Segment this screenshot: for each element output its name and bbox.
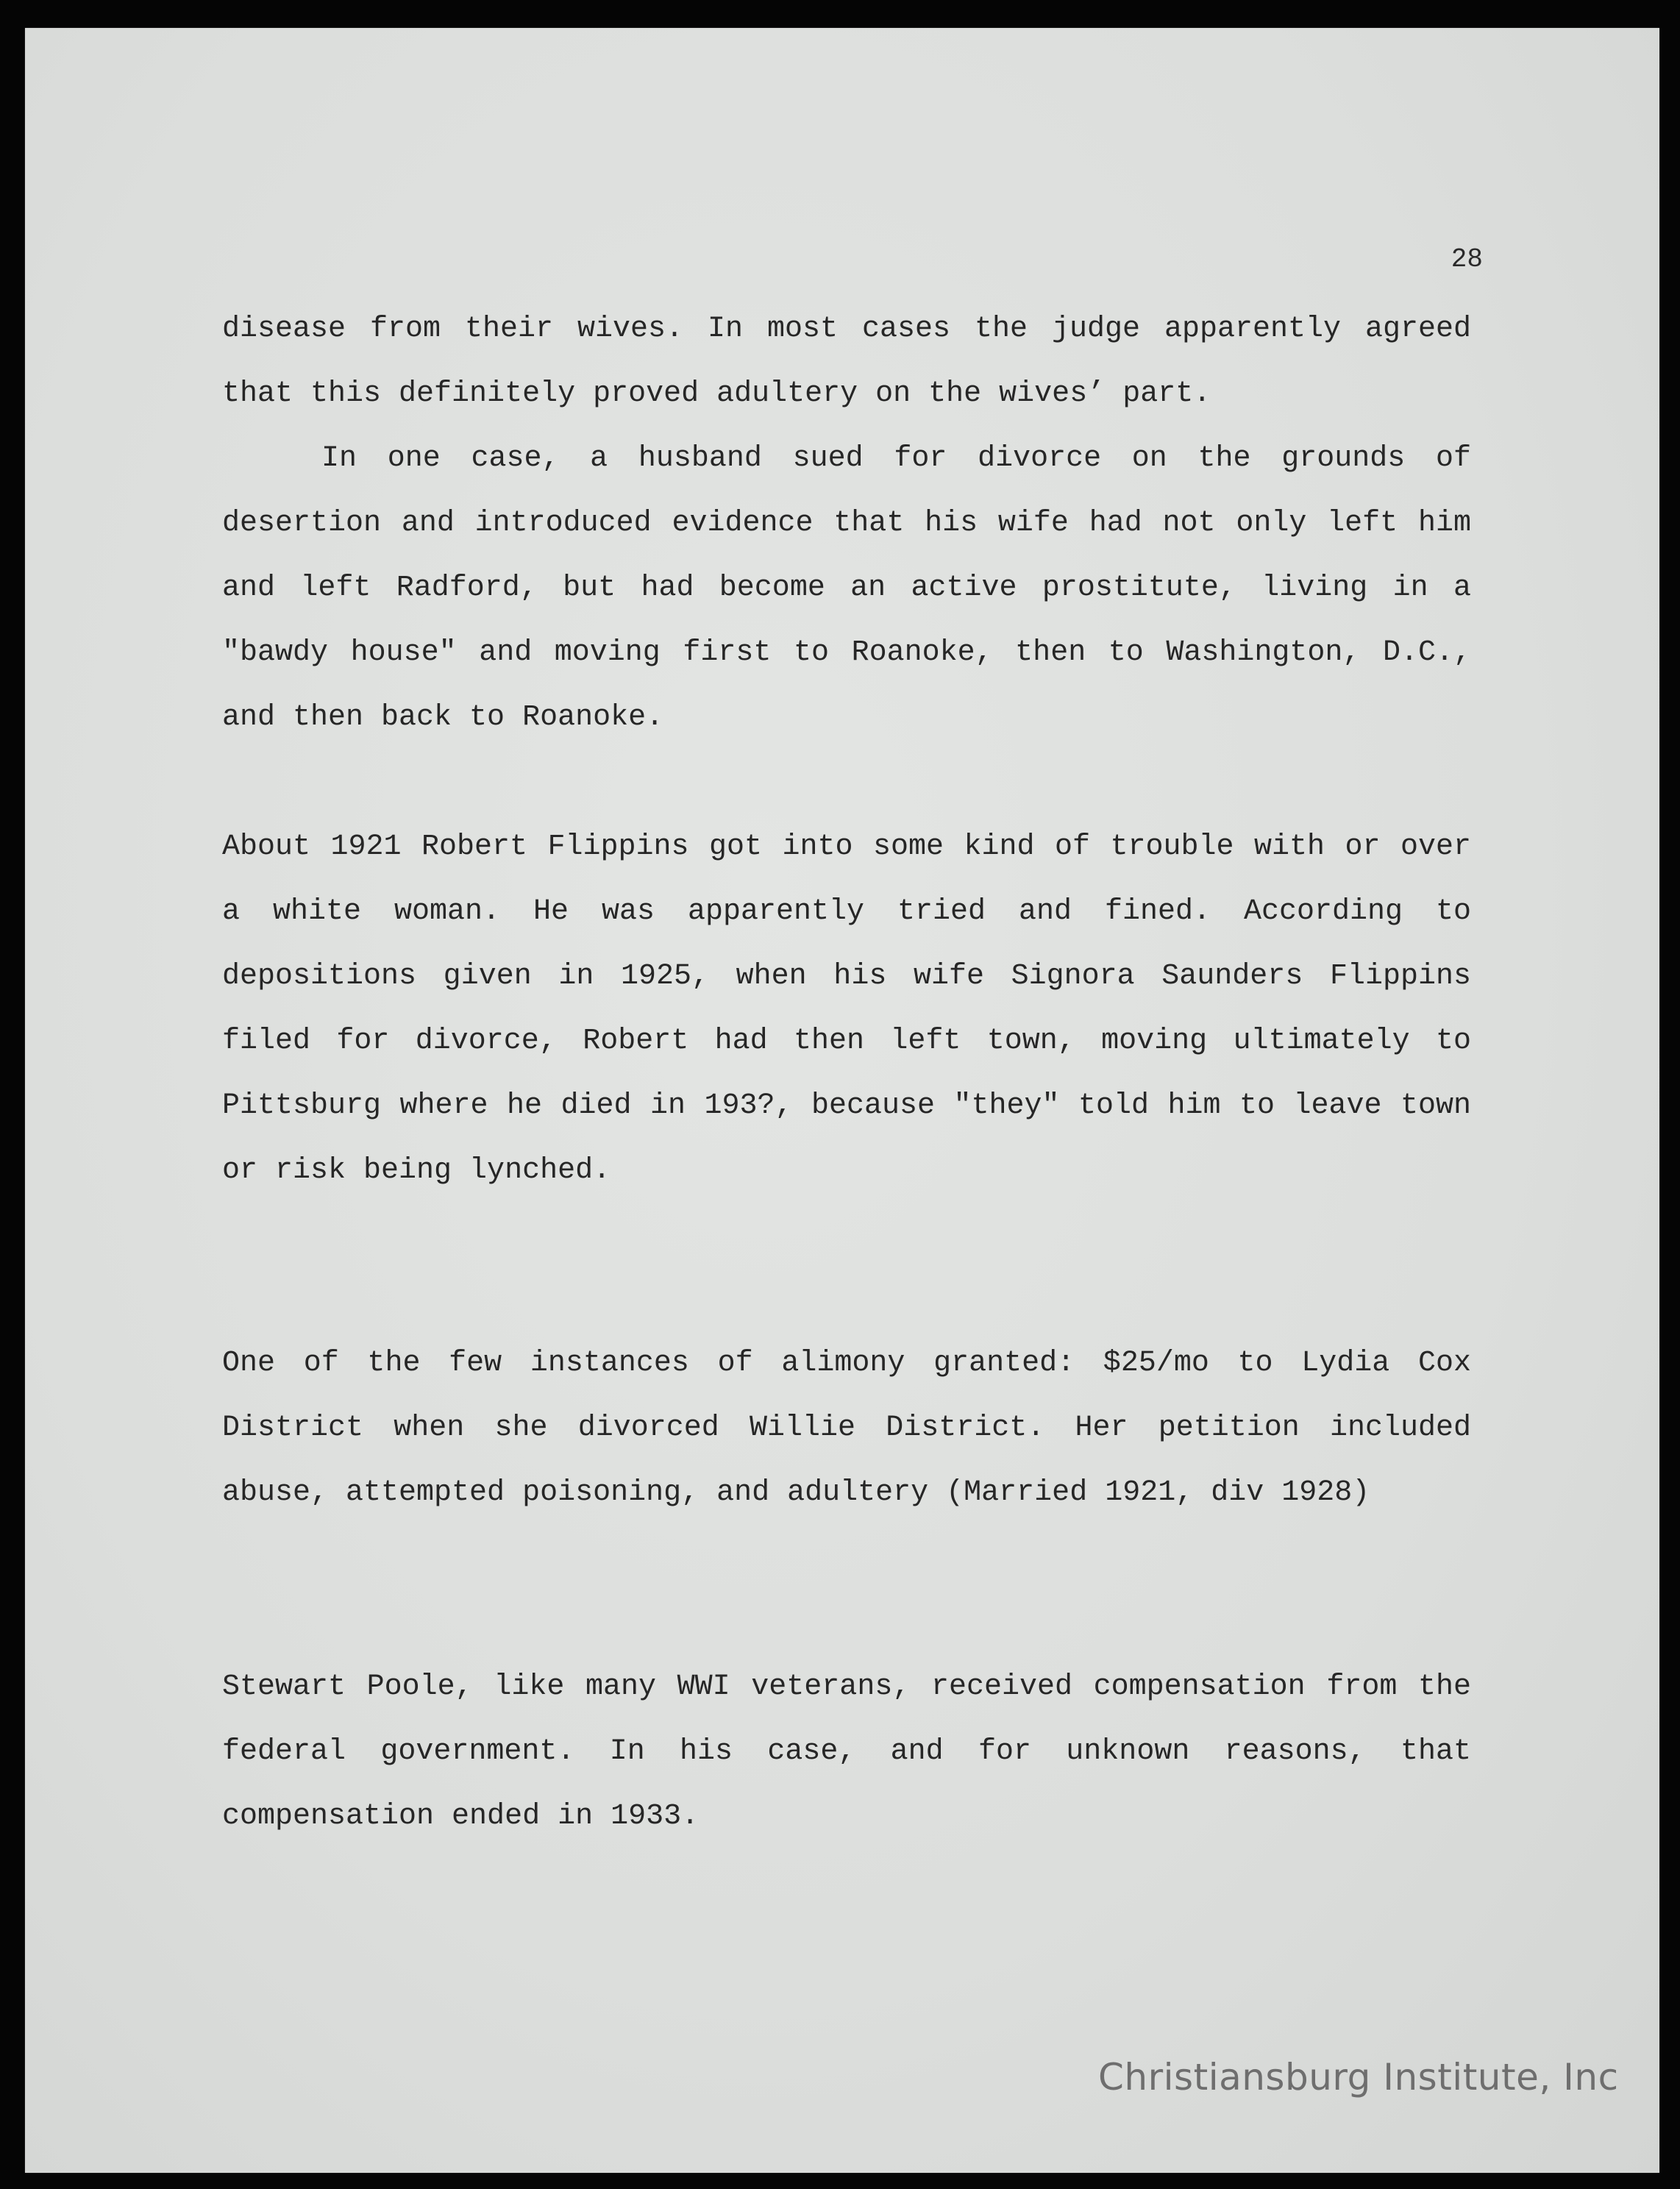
- paragraph-alimony: One of the few instances of alimony granted: $25/mo to Lydia Cox District when she divorced Willie District. Her petition included abuse, attempted poisoning, and adultery (Married 1921, div 1928): [222, 1347, 1471, 1509]
- paragraph-desertion-case: In one case, a husband sued for divorce on the grounds of desertion and introduced evidence that his wife had not only left him and left Radford, but had become an active prostitute, living in a "bawdy house" and moving first to Roanoke, then to Washington, D.C., and then back to Roanoke.: [222, 442, 1471, 734]
- document-page: [25, 28, 1659, 2173]
- paragraph-stewart-poole: Stewart Poole, like many WWI veterans, received compensation from the federal government. In his case, and for unknown reasons, that compensation ended in 1933.: [222, 1670, 1471, 1833]
- watermark: Christiansburg Institute, Inc: [1098, 2056, 1619, 2099]
- paragraph-disease-continuation: disease from their wives. In most cases the judge apparently agreed that this definitely proved adultery on the wives’ part.: [222, 313, 1471, 410]
- page-number: 28: [1451, 244, 1483, 274]
- paragraph-robert-flippins: About 1921 Robert Flippins got into some kind of trouble with or over a white woman. He was apparently tried and fined. According to depositions given in 1925, when his wife Signora Saunders Flippins filed for divorce, Robert had then left town, moving ultimately to Pittsburg where he died in 193?, because "they" told him to leave town or risk being lynched.: [222, 830, 1471, 1187]
